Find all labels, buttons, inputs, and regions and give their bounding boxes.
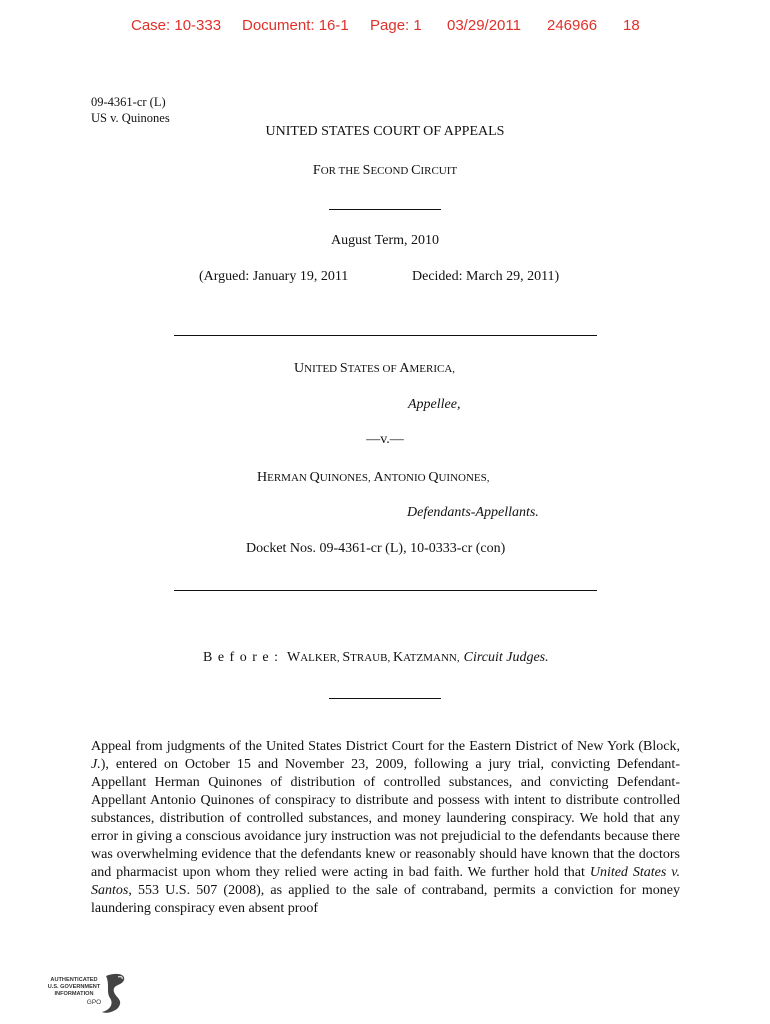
ecf-page-number: Page: 1 — [370, 17, 422, 34]
long-divider-1 — [174, 335, 597, 336]
gpo-seal-line-1: AUTHENTICATED — [50, 977, 98, 983]
term-name: August Term, 2010 — [330, 233, 440, 248]
ecf-document-number: Document: 16-1 — [242, 17, 349, 34]
appellee-name: UNITED STATES OF AMERICA, — [294, 361, 456, 376]
defendants-names: HERMAN QUINONES, ANTONIO QUINONES, — [257, 470, 490, 485]
docket-short: 09-4361-cr (L) — [91, 95, 166, 109]
appellee-role: Appellee, — [408, 397, 461, 412]
long-divider-2 — [174, 590, 597, 591]
versus: —v.— — [366, 432, 404, 447]
circuit-line: FOR THE SECOND CIRCUIT — [312, 163, 458, 178]
gpo-seal-line-4: GPO — [86, 999, 102, 1006]
short-title: US v. Quinones — [91, 111, 170, 125]
gpo-eagle-icon — [44, 970, 134, 1016]
ecf-case-number: Case: 10-333 — [131, 17, 222, 34]
opinion-summary: Appeal from judgments of the United States District Court for the Eastern District of New York (Block, J.), entered on October 15 and November 23, 2009, following a jury trial, convicting Defendant-Appellant Herman Quinones of distribution of controlled substances, and convicting Defendant-Appellant Antonio Quinones of conspiracy to distribute and possess with intent to distribute controlled substances, distribution of controlled substances, and money laundering conspiracy. We hold that any error in giving a conscious avoidance jury instruction was not prejudicial to the defendants because there was overwhelming evidence that the defendants knew or reasonably should have known that the doctors and pharmacist upon whom they relied were acting in bad faith. We further hold that United States v. Santos, 553 U.S. 507 (2008), as applied to the sale of contraband, permits a conviction for money laundering conspiracy even absent proof — [91, 739, 680, 916]
gpo-authentication-seal — [44, 970, 134, 1016]
gpo-seal-line-3: INFORMATION — [54, 991, 94, 997]
panel-line: B e f o r e : WALKER, STRAUB, KATZMANN, Circuit Judges. — [203, 650, 549, 665]
docket-numbers: Docket Nos. 09-4361-cr (L), 10-0333-cr (con) — [246, 541, 506, 556]
ecf-page-count: 18 — [623, 17, 640, 34]
ecf-entry-id: 246966 — [547, 17, 598, 34]
argued-date: (Argued: January 19, 2011 — [199, 269, 349, 284]
defendants-role: Defendants-Appellants. — [407, 505, 539, 520]
decided-date: Decided: March 29, 2011) — [412, 269, 560, 284]
gpo-seal-line-2: U.S. GOVERNMENT — [47, 984, 101, 990]
ecf-filed-date: 03/29/2011 — [447, 17, 521, 34]
gpo-eagle-shape — [102, 974, 124, 1013]
court-name: UNITED STATES COURT OF APPEALS — [265, 124, 505, 139]
short-divider-2 — [329, 698, 441, 699]
short-divider-1 — [329, 209, 441, 210]
